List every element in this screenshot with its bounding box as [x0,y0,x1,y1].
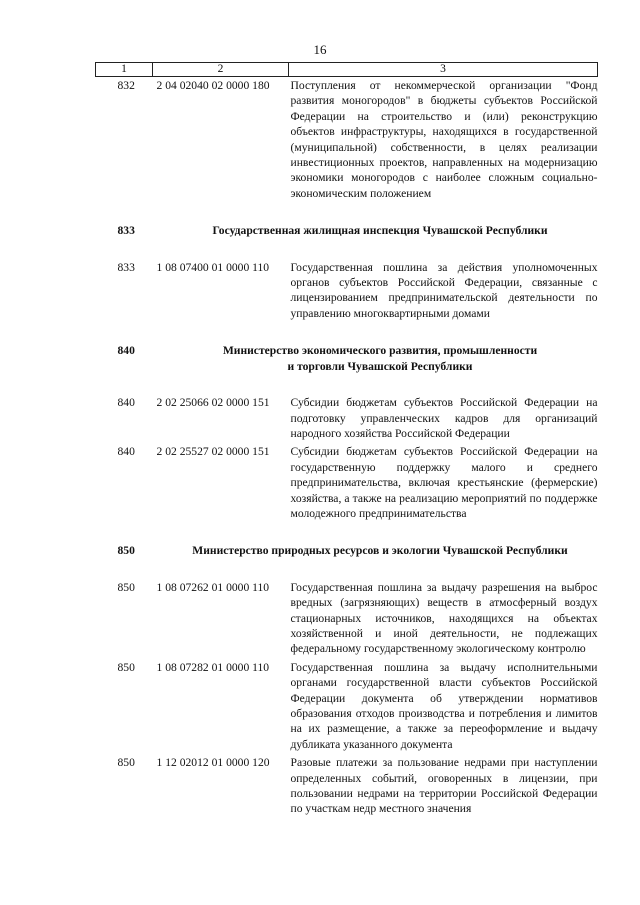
table-row [96,394,598,443]
column-header: 1 [96,63,153,77]
section-title: Министерство экономического развития, промышленности и торговли Чувашской Республики [222,344,538,373]
page-number: 16 [313,42,327,57]
table-row [96,659,598,754]
revenue-code: 2 04 02040 02 0000 180 [156,79,270,92]
revenue-code: 2 02 25527 02 0000 151 [156,445,270,459]
section-title: Министерство природных ресурсов и экологии Чувашской Республики [192,544,568,558]
revenue-description: Государственная пошлина за выдачу исполнительными органами государственной власти субъектов Российской Федерации документа об утверждении нормативов образования отходов производства и потребления и лимитов на их размещение, а также за переоформление и выдачу дубликата указанного документа [290,660,598,751]
admin-code: 833 [117,260,135,274]
section-row [96,223,598,238]
revenue-codes-table [95,62,598,819]
revenue-description: Поступления от некоммерческой организации "Фонд развития моногородов" в бюджеты субъектов Российской Федерации на строительство и (или) реконструкцию объектов инфраструктуры, находящихся в государственной (муниципальной) собственности, в целях реализации инвестиционных проектов, направленных на модернизацию экономики моногородов с наиболее сложным социально-экономическим положением [290,79,598,200]
revenue-code: 1 08 07262 01 0000 110 [156,580,270,594]
section-code: 833 [117,224,135,238]
table-header-row [96,63,598,77]
revenue-code: 1 08 07282 01 0000 110 [156,660,270,674]
revenue-description: Субсидии бюджетам субъектов Российской Федерации на государственную поддержку малого и среднего предпринимательства, включая крестьянские (фермерские) хозяйства, а также на реализацию мероприятий по поддержке молодежного предпринимательства [290,445,598,520]
section-code: 840 [117,344,135,358]
admin-code: 832 [117,79,135,92]
revenue-description: Государственная пошлина за действия уполномоченных органов субъектов Российской Федерации, связанные с лицензированием предпринимательской деятельности по управлению многоквартирными домами [290,260,598,320]
section-row [96,543,598,558]
revenue-description: Разовые платежи за пользование недрами при наступлении определенных событий, оговоренных в лицензии, при пользовании недрами на территории Российской Федерации по участкам недр местного значения [290,756,598,816]
revenue-code: 1 12 02012 01 0000 120 [156,756,270,770]
revenue-description: Субсидии бюджетам субъектов Российской Федерации на подготовку управленческих кадров для организаций народного хозяйства Российской Федерации [290,396,598,440]
table-row [96,77,598,204]
table-row [96,754,598,819]
column-header: 3 [289,63,598,77]
table-row [96,443,598,523]
table-row [96,579,598,659]
revenue-description: Государственная пошлина за выдачу разрешения на выброс вредных (загрязняющих) веществ в атмосферный воздух стационарных источников, находящихся на объектах хозяйственной и иной деятельности, не подлежащих федеральному государственному экологическому контролю [290,580,598,656]
revenue-code: 2 02 25066 02 0000 151 [156,396,270,410]
table-row [96,259,598,324]
section-title: Государственная жилищная инспекция Чувашской Республики [212,224,548,238]
column-header: 2 [153,63,289,77]
admin-code: 850 [117,580,135,594]
section-row [96,343,598,374]
section-code: 850 [117,544,135,558]
revenue-code: 1 08 07400 01 0000 110 [156,260,270,274]
admin-code: 840 [117,396,135,410]
admin-code: 840 [117,445,135,459]
admin-code: 850 [117,660,135,674]
admin-code: 850 [117,756,135,770]
